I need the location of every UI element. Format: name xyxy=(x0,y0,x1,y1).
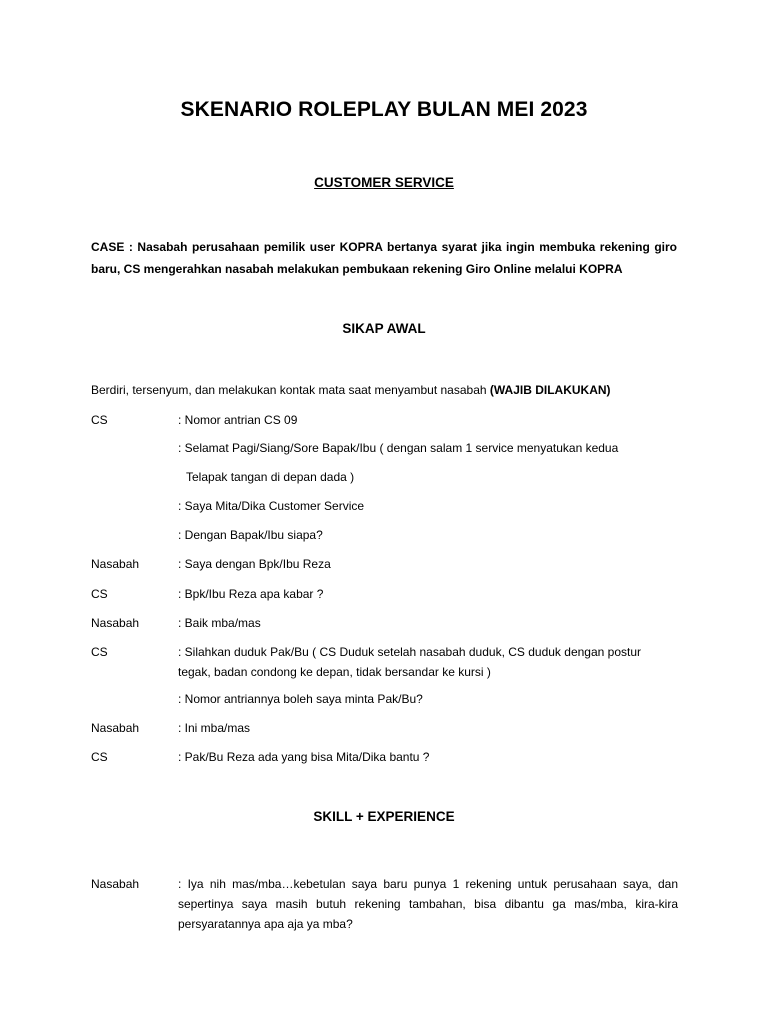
dialog-stage-direction: ( dengan salam 1 service menyatukan kedua xyxy=(379,441,619,455)
case-description: CASE : Nasabah perusahaan pemilik user KOPRA bertanya syarat jika ingin membuka rekening giro baru, CS mengerahkan nasabah melakukan pembukaan rekening Giro Online melalui KOPRA xyxy=(91,240,677,276)
section-heading-customer-service: CUSTOMER SERVICE xyxy=(314,175,454,190)
intro-emphasis: (WAJIB DILAKUKAN) xyxy=(489,383,611,397)
section-heading-skill-experience: SKILL + EXPERIENCE xyxy=(313,809,455,824)
dialog-line: : Saya dengan Bpk/Ibu Reza xyxy=(178,557,331,571)
dialog-line xyxy=(178,438,678,458)
intro-text: Berdiri, tersenyum, dan melakukan kontak mata saat menyambut nasabah xyxy=(91,383,487,397)
dialog-speaker: Nasabah xyxy=(91,721,140,735)
section-heading-sikap-awal: SIKAP AWAL xyxy=(342,321,426,336)
dialog-text: : Selamat Pagi/Siang/Sore Bapak/Ibu xyxy=(178,441,377,455)
dialog-stage-direction: Telapak tangan di depan dada ) xyxy=(186,470,355,484)
dialog-speaker: CS xyxy=(91,413,108,427)
dialog-line: : Nomor antrian CS 09 xyxy=(178,413,298,427)
dialog-line: : Dengan Bapak/Ibu siapa? xyxy=(178,528,323,542)
dialog-line: : Bpk/Ibu Reza apa kabar ? xyxy=(178,587,324,601)
dialog-text: : Silahkan duduk Pak/Bu ( xyxy=(178,645,317,659)
dialog-line: : Ini mba/mas xyxy=(178,721,251,735)
dialog-speaker: CS xyxy=(91,645,108,659)
document-title: SKENARIO ROLEPLAY BULAN MEI 2023 xyxy=(180,98,588,121)
dialog-line: : Iya nih mas/mba…kebetulan saya baru punya 1 rekening untuk perusahaan saya, dan sepertinya saya masih butuh rekening tambahan, bisa dibantu ga mas/mba, kira-kira persyaratannya apa aja ya mba? xyxy=(178,877,678,931)
dialog-line xyxy=(178,642,678,682)
dialog-line: : Nomor antriannya boleh saya minta Pak/Bu? xyxy=(178,692,423,706)
dialog-speaker: Nasabah xyxy=(91,616,140,630)
dialog-speaker: Nasabah xyxy=(91,557,140,571)
dialog-line: : Saya Mita/Dika Customer Service xyxy=(178,499,365,513)
dialog-line: : Pak/Bu Reza ada yang bisa Mita/Dika bantu ? xyxy=(178,750,430,764)
dialog-stage-direction-cont: tegak, badan condong ke depan, tidak bersandar ke kursi ) xyxy=(178,665,491,679)
dialog-speaker: CS xyxy=(91,587,108,601)
dialog-stage-direction: CS Duduk setelah nasabah duduk, CS duduk dengan postur xyxy=(319,645,641,659)
dialog-line: : Baik mba/mas xyxy=(178,616,261,630)
dialog-speaker: Nasabah xyxy=(91,877,140,891)
dialog-speaker: CS xyxy=(91,750,108,764)
intro-paragraph xyxy=(91,379,677,401)
